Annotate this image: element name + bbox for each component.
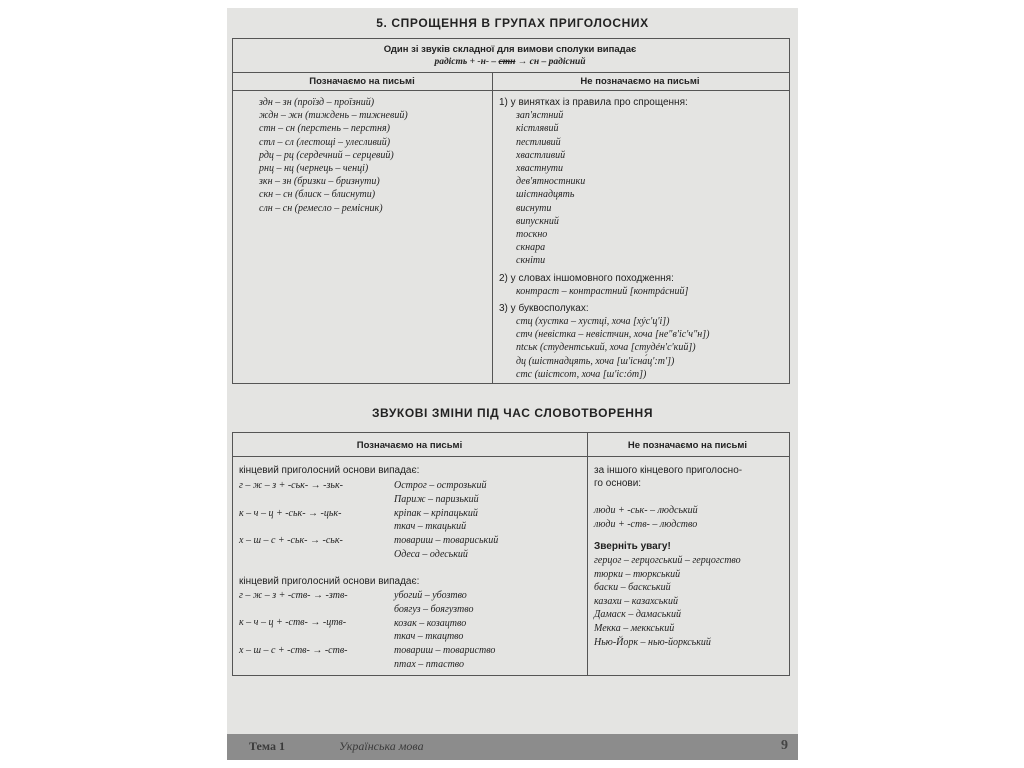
left-item: здн – зн (проїзд – проїзний): [259, 97, 375, 108]
right-group-3-item: ntськ (студентський, хоча [студéн'с'кий]): [516, 342, 696, 354]
column-divider: [492, 72, 493, 383]
left-b-example: боягуз – боягузтво: [394, 603, 474, 615]
left-item: рдц – рц (сердечний – серцевий): [259, 149, 394, 161]
right-group-1-item: пестливий: [516, 136, 561, 148]
attention-item: казахи – казахський: [594, 595, 678, 607]
left-item: стн – сн (перстень – перстня): [259, 123, 390, 135]
right-group-1-item: кістлявий: [516, 123, 559, 135]
left-item: скн – сн (блиск – блиснути): [259, 189, 376, 201]
left-a-example: Острог – острозький: [394, 480, 487, 491]
left-item: ждн – жн (тиждень – тижневий): [259, 110, 408, 122]
left-a-rule: х – ш – с + -ськ- → -ськ-: [239, 535, 343, 546]
example-strike: стн: [498, 57, 516, 67]
example-post: → сн – радісний: [515, 57, 586, 67]
left-item: стл – сл (лестощі – улесливий): [259, 136, 391, 148]
right-group-1-item: скніти: [516, 255, 546, 267]
page-number: 9: [781, 738, 788, 753]
right-group-1-item: шістнадцять: [516, 189, 575, 201]
right-intro: за іншого кінцевого приголосно-: [594, 465, 743, 476]
col-left-header: Позначаємо на письмі: [309, 76, 415, 87]
left-b-example: козак – козацтво: [394, 617, 467, 629]
table-caption: Один зі звуків складної для вимови сполуки випадає: [383, 44, 637, 55]
left-a-example: кріпак – кріпацький: [394, 507, 478, 519]
right-group-3-item: стц (хустка – хустці, хоча [хýс'ц'і]): [516, 316, 670, 327]
right-group-3-item: стс (шістсот, хоча [ш'іс:óт]): [516, 368, 647, 380]
right-group-2-title: 2) у словах іншомовного походження:: [499, 272, 674, 284]
example-pre: радість + -н- –: [434, 57, 499, 67]
right-group-2-item: контраст – контрастний [контрáсний]: [516, 285, 689, 297]
right-group-1-item: виснути: [516, 202, 552, 214]
left-b-example: товариш – товариство: [394, 645, 496, 657]
attention-note: Зверніть увагу!: [594, 541, 671, 552]
col-right-header: Не позначаємо на письмі: [580, 76, 700, 87]
left-item: слн – сн (ремесло – ремісник): [259, 202, 383, 214]
left-b-example: птах – птаство: [394, 659, 464, 670]
right-group-1-item: дев'ятностники: [516, 176, 586, 188]
left-b-rule: к – ч – ц + -ств- → -цтв-: [239, 617, 347, 628]
left-a-example: ткач – ткацький: [394, 521, 467, 533]
left-b-rule: х – ш – с + -ств- → -ств-: [239, 645, 348, 656]
right-group-3-item: дц (шістнадцять, хоча [ш'існа́ц':т']): [516, 355, 675, 367]
right-group-1-item: скнара: [516, 242, 546, 254]
right-group-3-item: стч (невістка – невістчин, хоча [не"в'іс'ч"н]): [516, 329, 710, 341]
col-left-header-2: Позначаємо на письмі: [356, 440, 463, 451]
footer-topic: Тема 1: [249, 739, 285, 753]
column-divider: [587, 432, 588, 675]
attention-item: Дамаск – дамаський: [594, 609, 681, 621]
right-example: люди + -ськ- – людський: [594, 505, 698, 516]
left-item: рнц – нц (чернець – ченці): [259, 163, 369, 174]
right-group-1-item: хвастнути: [516, 163, 563, 174]
textbook-page: [227, 8, 798, 760]
table-caption-example: [232, 57, 788, 67]
section-2-title: ЗВУКОВІ ЗМІНИ ПІД ЧАС СЛОВОТВОРЕННЯ: [371, 406, 654, 420]
left-b-example: убогий – убозтво: [394, 590, 467, 601]
left-a-example: товариш – товариський: [394, 535, 499, 547]
left-a-rule: к – ч – ц + -ськ- → -цьк-: [239, 508, 342, 519]
right-group-1-title: 1) у винятках із правила про спрощення:: [499, 97, 688, 108]
attention-item: баски – баскський: [594, 582, 671, 594]
divider: [232, 90, 789, 91]
page-footer: [227, 734, 798, 760]
right-example: люди + -ств- – людство: [594, 519, 698, 530]
left-a-example: Одеса – одеський: [394, 549, 468, 560]
attention-item: Мекка – меккський: [594, 623, 675, 634]
left-b-example: ткач – ткацтво: [394, 631, 464, 643]
divider: [232, 456, 789, 457]
attention-item: тюрки – тюркський: [594, 568, 681, 580]
right-intro: го основи:: [594, 478, 642, 489]
right-group-1-item: зап'ястний: [516, 110, 564, 122]
right-group-3-title: 3) у буквосполуках:: [499, 302, 589, 314]
left-a-title: кінцевий приголосний основи випадає:: [239, 465, 420, 476]
footer-subject: Українська мова: [339, 739, 424, 753]
left-b-title: кінцевий приголосний основи випадає:: [239, 576, 420, 587]
divider: [232, 72, 789, 73]
section-1-title: 5. СПРОЩЕННЯ В ГРУПАХ ПРИГОЛОСНИХ: [376, 16, 649, 30]
right-group-1-item: тоскно: [516, 229, 548, 240]
left-a-rule: г – ж – з + -ськ- → -зьк-: [239, 480, 343, 491]
left-a-example: Париж – паризький: [394, 493, 479, 505]
attention-item: Нью-Йорк – нью-йоркський: [594, 636, 711, 648]
right-group-1-item: хвастливий: [516, 149, 566, 161]
right-group-1-item: випускний: [516, 215, 559, 227]
left-b-rule: г – ж – з + -ств- → -зтв-: [239, 590, 348, 601]
attention-item: герцог – герцогський – герцогство: [594, 555, 741, 566]
col-right-header-2: Не позначаємо на письмі: [627, 440, 748, 451]
left-item: зкн – зн (бризки – бризнути): [259, 176, 380, 188]
